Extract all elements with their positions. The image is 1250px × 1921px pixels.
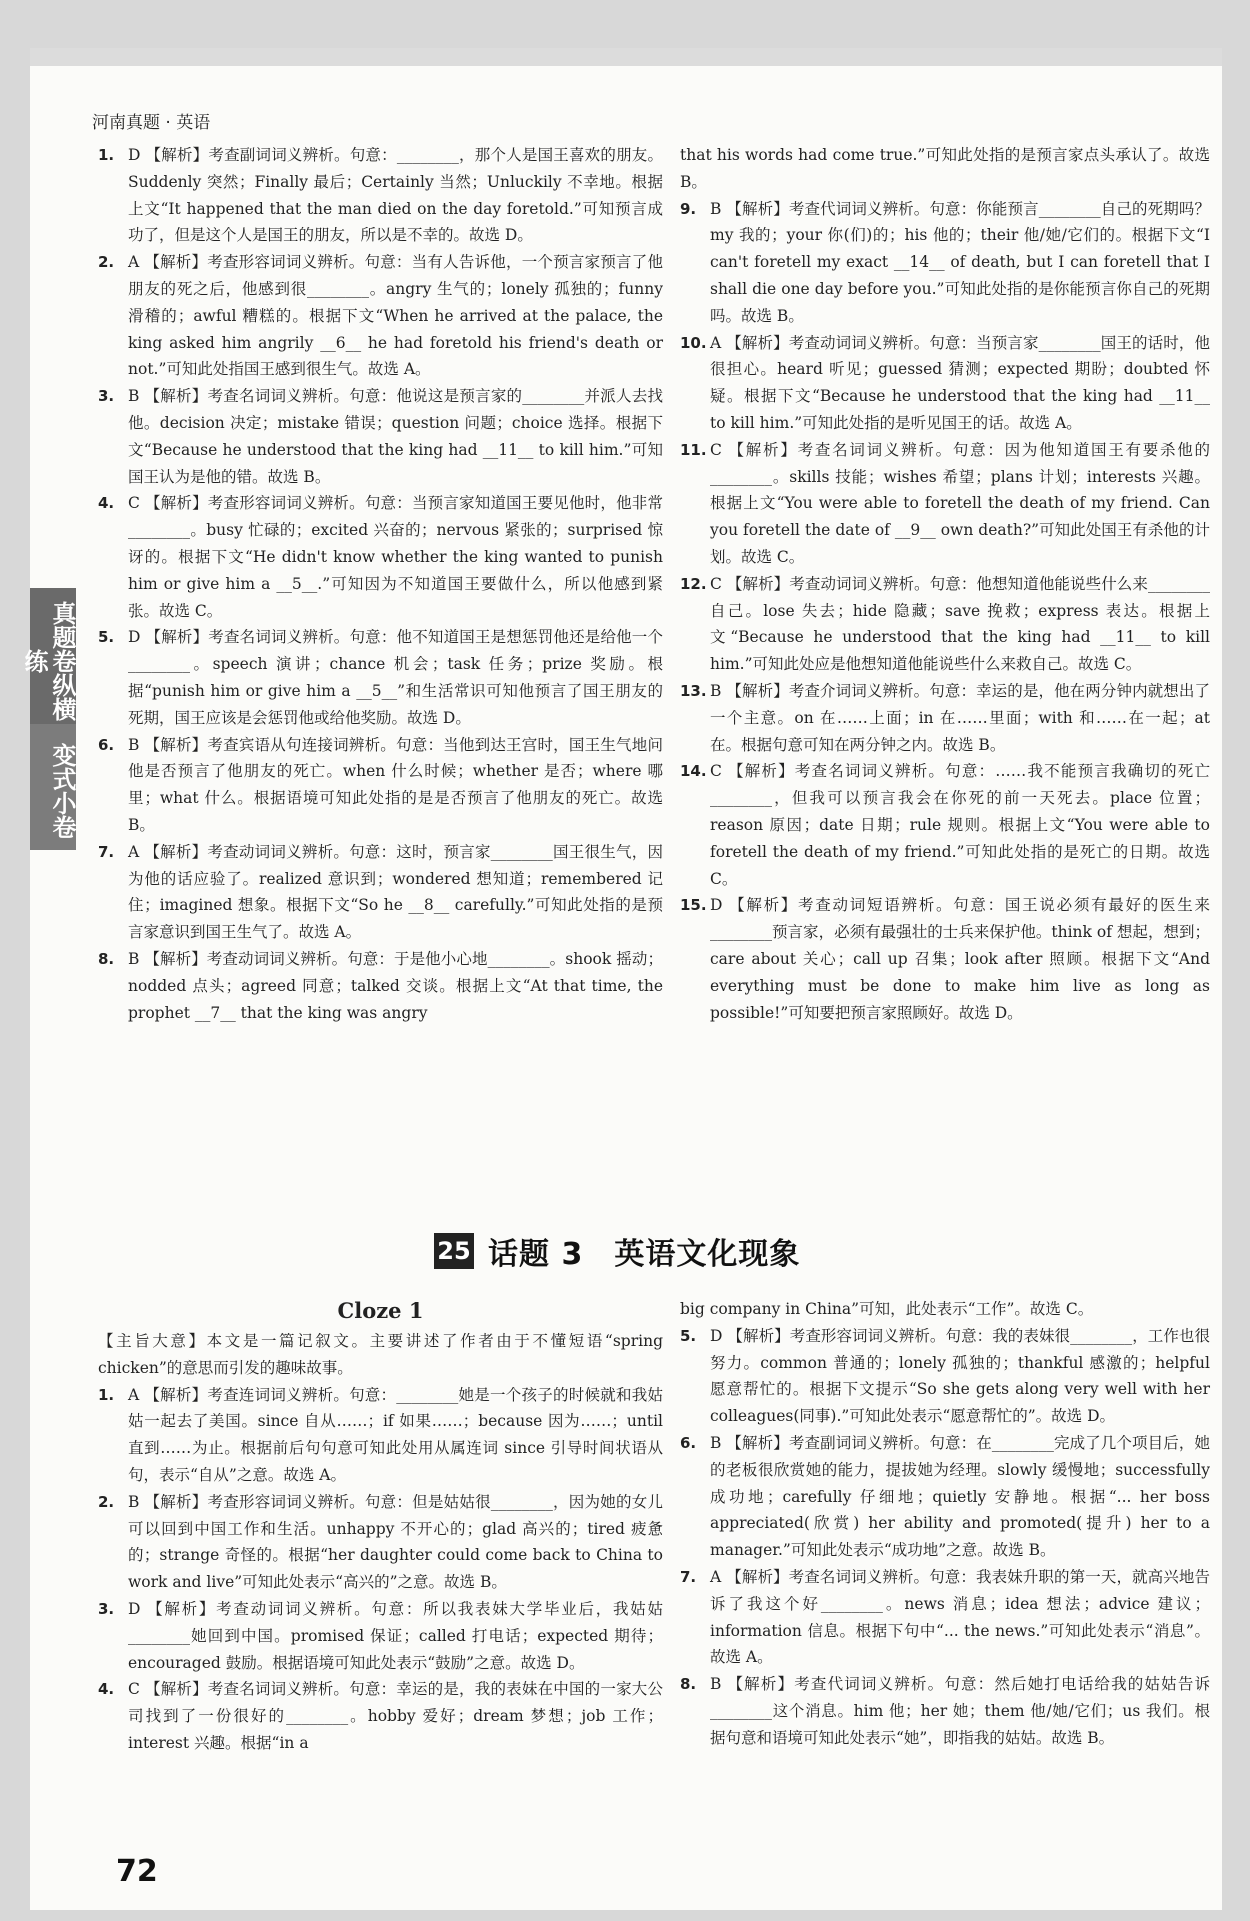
item-number: 2. [98,1492,115,1511]
answer-item [98,839,663,946]
answer-item [98,249,663,383]
item-number: 2. [98,253,115,272]
continuation-text: big company in China”可知，此处表示“工作”。故选 C。 [680,1300,1094,1318]
answer-item [98,142,663,249]
topic-title: 话题 3 英语文化现象 [488,1237,801,1272]
cloze-title: Cloze 1 [337,1298,424,1323]
item-number: 9. [680,199,697,218]
item-text: D 【解析】考查动词词义辨析。句意：所以我表妹大学毕业后，我姑姑________她回到中国。promised 保证；called 打电话；expected 期待；encouraged 鼓励。根据语境可知此处表示“鼓励”之意。故选 D。 [128,1599,663,1672]
running-head: 河南真题 · 英语 [92,113,211,133]
item-text: C 【解析】考查形容词词义辨析。句意：当预言家知道国王要见他时，他非常________。busy 忙碌的；excited 兴奋的；nervous 紧张的；surprised 惊讶的。根据下文“He didn't know whether the king wanted to punish him or give him a __5__.”可知因为不知道国王要做什么，所以他感到紧张。故选 C。 [128,494,663,620]
item-text: B 【解析】考查名词词义辨析。句意：他说这是预言家的________并派人去找他。decision 决定；mistake 错误；question 问题；choice 选择。根据下文“Because he understood that the king had __11__ to kill him.”可知国王认为是他的错。故选 B。 [128,387,663,486]
topic-header [434,1226,894,1276]
section2-left-column [98,1296,663,1757]
item-number: 8. [680,1675,697,1694]
item-number: 6. [98,735,115,754]
item-number: 3. [98,1599,115,1618]
answer-item [680,1671,1210,1751]
item-number: 1. [98,146,115,164]
item-number: 10. [680,333,707,352]
item-text: D 【解析】考查副词词义辨析。句意：________，那个人是国王喜欢的朋友。Suddenly 突然；Finally 最后；Certainly 当然；Unluckily 不幸地。根据上文“It happened that the man died on the day foretold.”可知预言成功了，但是这个人是国王的朋友，所以是不幸的。故选 D。 [128,146,663,245]
section1-left-column [98,142,663,1026]
item-number: 4. [98,494,115,513]
item-number: 4. [98,1680,115,1699]
item-number: 6. [680,1433,697,1452]
answer-item [98,1596,663,1676]
answer-item [680,1564,1210,1671]
section1-right-column [680,142,1210,1026]
item-number: 7. [680,1567,697,1586]
side-tab-bianshi: 变式小卷 [30,724,76,850]
item-text: B 【解析】考查代词词义辨析。句意：你能预言________自己的死期吗？my 我的；your 你(们)的；his 他的；their 他/她/它们的。根据下文“I can't foretell my exact __14__ of death, but I can foretell that I shall die one day before you.”可知此处指的是你能预言你自己的死期吗。故选 B。 [710,199,1210,325]
topic-number-badge: 25 [434,1233,474,1269]
item-text: A 【解析】考查形容词词义辨析。句意：当有人告诉他，一个预言家预言了他朋友的死之后，他感到很________。angry 生气的；lonely 孤独的；funny 滑稽的；awful 糟糕的。根据下文“When he arrived at the palace, the king asked him angrily __6__ he had foretold his friend's death or not.”可知此处指国王感到很生气。故选 A。 [128,253,663,379]
answer-item [98,624,663,731]
item-number: 15. [680,896,707,915]
answer-item [680,892,1210,1026]
item-number: 14. [680,762,707,781]
answer-item [98,732,663,839]
answer-item [680,571,1210,678]
answer-item [680,678,1210,758]
answer-item [680,758,1210,892]
item-text: D 【解析】考查名词词义辨析。句意：他不知道国王是想惩罚他还是给他一个________。speech 演讲；chance 机会；task 任务；prize 奖励。根据“punish him or give him a __5__”和生活常识可知他预言了国王朋友的死期，国王应该是会惩罚他或给他奖励。故选 D。 [128,628,663,727]
item-text: C 【解析】考查动词词义辨析。句意：他想知道他能说些什么来________自己。lose 失去；hide 隐藏；save 挽救；express 表达。根据上文“Because he understood that the king had __11__ to kill him.”可知此处应是他想知道他能说些什么来救自己。故选 C。 [710,574,1210,674]
item-text: B 【解析】考查动词词义辨析。句意：于是他小心地________。shook 摇动；nodded 点头；agreed 同意；talked 交谈。根据上文“At that time, the prophet __7__ that the king was angry [128,949,663,1022]
answer-item [680,1430,1210,1564]
answer-item [680,330,1210,437]
item-text: D 【解析】考查形容词词义辨析。句意：我的表妹很________，工作也很努力。common 普通的；lonely 孤独的；thankful 感激的；helpful 愿意帮忙的。根据下文提示“So she gets along very well with her colleagues(同事).”可知此处表示“愿意帮忙的”。故选 D。 [710,1326,1210,1426]
item-number: 1. [98,1385,115,1404]
item-text: B 【解析】考查形容词词义辨析。句意：但是姑姑很________，因为她的女儿可以回到中国工作和生活。unhappy 不开心的；glad 高兴的；tired 疲惫的；strange 奇怪的。根据“her daughter could come back to China to work and live”可知此处表示“高兴的”之意。故选 B。 [128,1492,663,1592]
item-number: 8. [98,949,115,968]
item-text: B 【解析】考查宾语从句连接词辨析。句意：当他到达王宫时，国王生气地问他是否预言了他朋友的死亡。when 什么时候；whether 是否；where 哪里；what 什么。根据语境可知此处指的是是否预言了他朋友的死亡。故选 B。 [128,735,663,834]
section2-right-column [680,1296,1210,1752]
answer-item [98,1676,663,1756]
answer-item [680,196,1210,330]
item-text: D 【解析】考查动词短语辨析。句意：国王说必须有最好的医生来________预言家，必须有最强壮的士兵来保护他。think of 想起，想到；care about 关心；call up 召集；look after 照顾。根据下文“And everything must be done to make him live as long as possible!”可知要把预言家照顾好。故选 D。 [710,896,1210,1022]
item-number: 11. [680,440,707,459]
item-text: B 【解析】考查代词词义辨析。句意：然后她打电话给我的姑姑告诉________这个消息。him 他；her 她；them 他/她/它们；us 我们。根据句意和语境可知此处表示“她”，即指我的姑姑。故选 B。 [710,1675,1210,1747]
continuation-text: that his words had come true.”可知此处指的是预言家点头承认了。故选 B。 [680,146,1210,191]
answer-item [680,437,1210,571]
item-text: B 【解析】考查介词词义辨析。句意：幸运的是，他在两分钟内就想出了一个主意。on 在……上面；in 在……里面；with 和……在一起；at 在。根据句意可知在两分钟之内。故选 B。 [710,681,1210,754]
item-text: A 【解析】考查连词词义辨析。句意：________她是一个孩子的时候就和我姑姑一起去了美国。since 自从……；if 如果……；because 因为……；until 直到……为止。根据前后句句意可知此处用从属连词 since 引导时间状语从句，表示“自从”之意。故选 A。 [128,1385,663,1484]
item-number: 13. [680,681,707,700]
top-band [30,48,1222,66]
answer-item [680,1323,1210,1430]
page-number: 72 [116,1854,158,1889]
answer-item [98,490,663,624]
item-number: 5. [98,628,115,647]
item-text: B 【解析】考查副词词义辨析。句意：在________完成了几个项目后，她的老板很欣赏她的能力，提拔她为经理。slowly 缓慢地；successfully 成功地；carefully 仔细地；quietly 安静地。根据“... her boss appreciated(欣赏) her ability and promoted(提升) her to a manager.”可知此处表示“成功地”之意。故选 B。 [710,1433,1210,1560]
item-number: 12. [680,574,707,593]
item-number: 5. [680,1326,697,1345]
answer-item [98,383,663,490]
main-idea: 【主旨大意】本文是一篇记叙文。主要讲述了作者由于不懂短语“spring chicken”的意思而引发的趣味故事。 [98,1332,663,1377]
item-text: C 【解析】考查名词词义辨析。句意：……我不能预言我确切的死亡________，但我可以预言我会在你死的前一天死去。place 位置；reason 原因；date 日期；rule 规则。根据上文“You were able to foretell the death of my friend.”可知此处指的是死亡的日期。故选 C。 [710,762,1210,888]
item-number: 7. [98,842,115,861]
answer-item [98,1382,663,1489]
item-text: C 【解析】考查名词词义辨析。句意：幸运的是，我的表妹在中国的一家大公司找到了一份很好的________。hobby 爱好；dream 梦想；job 工作；interest 兴趣。根据“in a [128,1680,663,1752]
answer-item [98,946,663,1026]
side-tab-zhenti: 真题卷纵横练 [30,588,76,726]
item-number: 3. [98,387,115,406]
answer-item [98,1489,663,1596]
item-text: A 【解析】考查名词词义辨析。句意：我表妹升职的第一天，就高兴地告诉了我这个好________。news 消息；idea 想法；advice 建议；information 信息。根据下句中“... the news.”可知此处表示“消息”。故选 A。 [710,1567,1210,1667]
item-text: A 【解析】考查动词词义辨析。句意：这时，预言家________国王很生气，因为他的话应验了。realized 意识到；wondered 想知道；remembered 记住；imagined 想象。根据下文“So he __8__ carefully.”可知此处指的是预言家意识到国王生气了。故选 A。 [128,842,663,942]
item-text: A 【解析】考查动词词义辨析。句意：当预言家________国王的话时，他很担心。heard 听见；guessed 猜测；expected 期盼；doubted 怀疑。根据下文“Because he understood that the king had __11__ to kill him.”可知此处指的是听见国王的话。故选 A。 [710,333,1210,432]
item-text: C 【解析】考查名词词义辨析。句意：因为他知道国王有要杀他的________。skills 技能；wishes 希望；plans 计划；interests 兴趣。根据上文“You were able to foretell the death of my friend. Can you foretell the date of __9__ own death?”可知此处国王有杀他的计划。故选 C。 [710,440,1210,566]
answer-page [20,48,1222,1910]
